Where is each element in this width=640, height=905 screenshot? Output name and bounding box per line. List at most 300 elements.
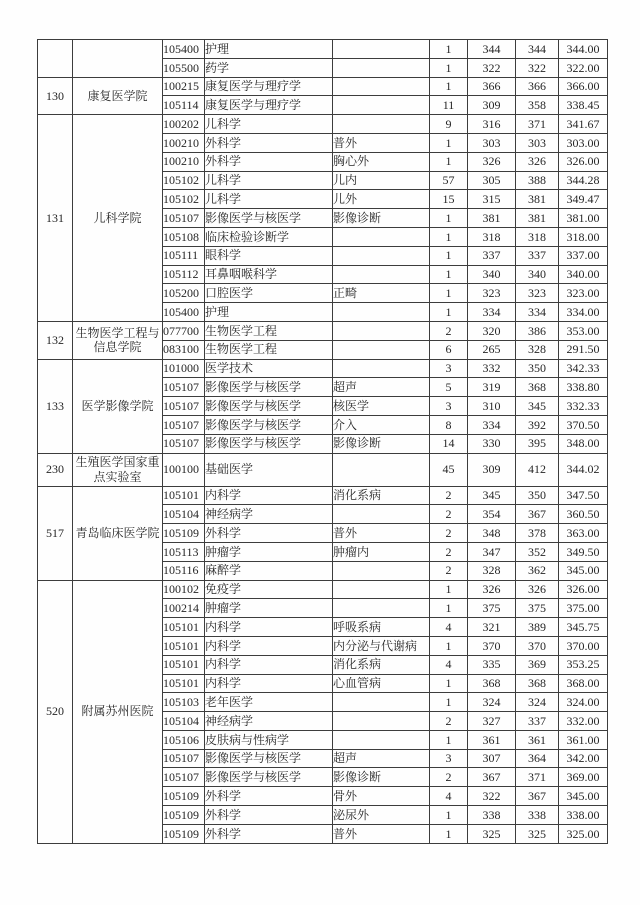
specialty-cell: 儿外 <box>333 190 430 209</box>
major-name-cell: 肿瘤学 <box>205 599 333 618</box>
avg-score-cell: 341.67 <box>559 115 608 134</box>
specialty-cell: 影像诊断 <box>333 209 430 228</box>
count-cell: 15 <box>430 190 468 209</box>
specialty-cell: 核医学 <box>333 397 430 416</box>
college-name-cell: 青岛临床医学院 <box>73 486 163 580</box>
min-score-cell: 366 <box>468 77 516 96</box>
major-code-cell: 100102 <box>163 580 205 599</box>
major-name-cell: 口腔医学 <box>205 284 333 303</box>
count-cell: 1 <box>430 133 468 152</box>
min-score-cell: 321 <box>468 618 516 637</box>
table-row <box>38 77 608 96</box>
major-name-cell: 外科学 <box>205 133 333 152</box>
specialty-cell <box>333 505 430 524</box>
min-score-cell: 337 <box>468 246 516 265</box>
count-cell: 3 <box>430 359 468 378</box>
specialty-cell: 骨外 <box>333 787 430 806</box>
count-cell: 3 <box>430 397 468 416</box>
count-cell: 1 <box>430 806 468 825</box>
college-code-cell <box>38 40 73 78</box>
max-score-cell: 337 <box>516 246 559 265</box>
major-code-cell: 100215 <box>163 77 205 96</box>
major-name-cell: 外科学 <box>205 806 333 825</box>
max-score-cell: 328 <box>516 340 559 359</box>
score-table-body <box>38 40 608 844</box>
major-code-cell: 105108 <box>163 227 205 246</box>
major-name-cell: 儿科学 <box>205 190 333 209</box>
avg-score-cell: 338.00 <box>559 806 608 825</box>
major-name-cell: 外科学 <box>205 524 333 543</box>
avg-score-cell: 349.50 <box>559 542 608 561</box>
min-score-cell: 334 <box>468 303 516 322</box>
max-score-cell: 364 <box>516 749 559 768</box>
specialty-cell <box>333 340 430 359</box>
avg-score-cell: 326.00 <box>559 152 608 171</box>
table-row <box>38 321 608 340</box>
specialty-cell <box>333 246 430 265</box>
avg-score-cell: 368.00 <box>559 674 608 693</box>
major-code-cell: 105107 <box>163 434 205 453</box>
min-score-cell: 381 <box>468 209 516 228</box>
count-cell: 11 <box>430 96 468 115</box>
college-code-cell: 132 <box>38 321 73 359</box>
major-code-cell: 105101 <box>163 655 205 674</box>
major-code-cell: 105109 <box>163 824 205 843</box>
specialty-cell <box>333 115 430 134</box>
college-name-cell: 康复医学院 <box>73 77 163 115</box>
specialty-cell <box>333 712 430 731</box>
max-score-cell: 323 <box>516 284 559 303</box>
count-cell: 2 <box>430 321 468 340</box>
max-score-cell: 322 <box>516 58 559 77</box>
table-row <box>38 580 608 599</box>
min-score-cell: 348 <box>468 524 516 543</box>
count-cell: 1 <box>430 77 468 96</box>
specialty-cell: 超声 <box>333 378 430 397</box>
max-score-cell: 344 <box>516 40 559 59</box>
major-name-cell: 外科学 <box>205 787 333 806</box>
table-row <box>38 486 608 505</box>
college-name-cell: 附属苏州医院 <box>73 580 163 843</box>
max-score-cell: 367 <box>516 787 559 806</box>
max-score-cell: 324 <box>516 693 559 712</box>
count-cell: 14 <box>430 434 468 453</box>
avg-score-cell: 324.00 <box>559 693 608 712</box>
table-row <box>38 359 608 378</box>
major-code-cell: 105116 <box>163 561 205 580</box>
max-score-cell: 366 <box>516 77 559 96</box>
specialty-cell: 影像诊断 <box>333 434 430 453</box>
major-name-cell: 内科学 <box>205 618 333 637</box>
major-name-cell: 康复医学与理疗学 <box>205 96 333 115</box>
major-code-cell: 100214 <box>163 599 205 618</box>
count-cell: 1 <box>430 265 468 284</box>
specialty-cell: 泌尿外 <box>333 806 430 825</box>
college-code-cell: 520 <box>38 580 73 843</box>
max-score-cell: 350 <box>516 486 559 505</box>
count-cell: 1 <box>430 824 468 843</box>
avg-score-cell: 345.00 <box>559 787 608 806</box>
college-code-cell: 131 <box>38 115 73 322</box>
major-code-cell: 105102 <box>163 171 205 190</box>
min-score-cell: 354 <box>468 505 516 524</box>
max-score-cell: 362 <box>516 561 559 580</box>
count-cell: 1 <box>430 227 468 246</box>
avg-score-cell: 338.80 <box>559 378 608 397</box>
max-score-cell: 368 <box>516 378 559 397</box>
major-name-cell: 影像医学与核医学 <box>205 415 333 434</box>
avg-score-cell: 360.50 <box>559 505 608 524</box>
max-score-cell: 370 <box>516 636 559 655</box>
count-cell: 1 <box>430 599 468 618</box>
max-score-cell: 381 <box>516 190 559 209</box>
specialty-cell: 超声 <box>333 749 430 768</box>
min-score-cell: 334 <box>468 415 516 434</box>
avg-score-cell: 370.00 <box>559 636 608 655</box>
major-code-cell: 105500 <box>163 58 205 77</box>
major-name-cell: 内科学 <box>205 674 333 693</box>
major-code-cell: 105112 <box>163 265 205 284</box>
avg-score-cell: 342.00 <box>559 749 608 768</box>
avg-score-cell: 375.00 <box>559 599 608 618</box>
specialty-cell: 介入 <box>333 415 430 434</box>
major-name-cell: 医学技术 <box>205 359 333 378</box>
count-cell: 1 <box>430 246 468 265</box>
avg-score-cell: 370.50 <box>559 415 608 434</box>
specialty-cell <box>333 321 430 340</box>
avg-score-cell: 325.00 <box>559 824 608 843</box>
major-code-cell: 105107 <box>163 749 205 768</box>
max-score-cell: 371 <box>516 115 559 134</box>
major-name-cell: 麻醉学 <box>205 561 333 580</box>
count-cell: 45 <box>430 453 468 486</box>
count-cell: 5 <box>430 378 468 397</box>
specialty-cell: 肿瘤内 <box>333 542 430 561</box>
min-score-cell: 335 <box>468 655 516 674</box>
count-cell: 1 <box>430 284 468 303</box>
specialty-cell <box>333 96 430 115</box>
count-cell: 8 <box>430 415 468 434</box>
count-cell: 1 <box>430 730 468 749</box>
min-score-cell: 309 <box>468 453 516 486</box>
max-score-cell: 388 <box>516 171 559 190</box>
min-score-cell: 324 <box>468 693 516 712</box>
specialty-cell <box>333 599 430 618</box>
count-cell: 1 <box>430 580 468 599</box>
count-cell: 6 <box>430 340 468 359</box>
specialty-cell <box>333 40 430 59</box>
min-score-cell: 326 <box>468 580 516 599</box>
count-cell: 1 <box>430 209 468 228</box>
college-code-cell: 133 <box>38 359 73 453</box>
specialty-cell <box>333 580 430 599</box>
specialty-cell: 胸心外 <box>333 152 430 171</box>
admission-score-table <box>37 39 608 844</box>
min-score-cell: 338 <box>468 806 516 825</box>
min-score-cell: 309 <box>468 96 516 115</box>
avg-score-cell: 344.28 <box>559 171 608 190</box>
avg-score-cell: 323.00 <box>559 284 608 303</box>
major-name-cell: 影像医学与核医学 <box>205 397 333 416</box>
min-score-cell: 318 <box>468 227 516 246</box>
count-cell: 4 <box>430 787 468 806</box>
major-code-cell: 083100 <box>163 340 205 359</box>
specialty-cell <box>333 359 430 378</box>
count-cell: 2 <box>430 561 468 580</box>
count-cell: 2 <box>430 712 468 731</box>
max-score-cell: 369 <box>516 655 559 674</box>
avg-score-cell: 348.00 <box>559 434 608 453</box>
major-name-cell: 内科学 <box>205 636 333 655</box>
min-score-cell: 265 <box>468 340 516 359</box>
specialty-cell: 影像诊断 <box>333 768 430 787</box>
min-score-cell: 344 <box>468 40 516 59</box>
avg-score-cell: 332.33 <box>559 397 608 416</box>
major-code-cell: 105107 <box>163 397 205 416</box>
major-name-cell: 影像医学与核医学 <box>205 209 333 228</box>
min-score-cell: 303 <box>468 133 516 152</box>
specialty-cell <box>333 693 430 712</box>
college-code-cell: 517 <box>38 486 73 580</box>
min-score-cell: 305 <box>468 171 516 190</box>
avg-score-cell: 344.00 <box>559 40 608 59</box>
avg-score-cell: 332.00 <box>559 712 608 731</box>
count-cell: 1 <box>430 303 468 322</box>
specialty-cell: 内分泌与代谢病 <box>333 636 430 655</box>
avg-score-cell: 303.00 <box>559 133 608 152</box>
max-score-cell: 412 <box>516 453 559 486</box>
max-score-cell: 386 <box>516 321 559 340</box>
major-code-cell: 105113 <box>163 542 205 561</box>
major-code-cell: 105107 <box>163 209 205 228</box>
avg-score-cell: 291.50 <box>559 340 608 359</box>
major-code-cell: 105101 <box>163 674 205 693</box>
table-row <box>38 453 608 486</box>
avg-score-cell: 353.00 <box>559 321 608 340</box>
avg-score-cell: 344.02 <box>559 453 608 486</box>
count-cell: 1 <box>430 40 468 59</box>
major-name-cell: 康复医学与理疗学 <box>205 77 333 96</box>
min-score-cell: 345 <box>468 486 516 505</box>
count-cell: 2 <box>430 524 468 543</box>
major-name-cell: 免疫学 <box>205 580 333 599</box>
min-score-cell: 370 <box>468 636 516 655</box>
max-score-cell: 334 <box>516 303 559 322</box>
avg-score-cell: 347.50 <box>559 486 608 505</box>
avg-score-cell: 363.00 <box>559 524 608 543</box>
major-code-cell: 105107 <box>163 415 205 434</box>
count-cell: 9 <box>430 115 468 134</box>
major-name-cell: 儿科学 <box>205 171 333 190</box>
major-name-cell: 生物医学工程 <box>205 340 333 359</box>
specialty-cell: 呼吸系病 <box>333 618 430 637</box>
avg-score-cell: 337.00 <box>559 246 608 265</box>
specialty-cell <box>333 227 430 246</box>
table-row <box>38 40 608 59</box>
count-cell: 4 <box>430 618 468 637</box>
major-code-cell: 105109 <box>163 806 205 825</box>
max-score-cell: 326 <box>516 580 559 599</box>
count-cell: 1 <box>430 674 468 693</box>
major-code-cell: 100210 <box>163 133 205 152</box>
college-name-cell: 生殖医学国家重点实验室 <box>73 453 163 486</box>
major-name-cell: 老年医学 <box>205 693 333 712</box>
major-name-cell: 外科学 <box>205 152 333 171</box>
min-score-cell: 326 <box>468 152 516 171</box>
max-score-cell: 352 <box>516 542 559 561</box>
max-score-cell: 395 <box>516 434 559 453</box>
count-cell: 1 <box>430 58 468 77</box>
count-cell: 3 <box>430 749 468 768</box>
max-score-cell: 392 <box>516 415 559 434</box>
count-cell: 1 <box>430 152 468 171</box>
major-code-cell: 105111 <box>163 246 205 265</box>
max-score-cell: 318 <box>516 227 559 246</box>
min-score-cell: 368 <box>468 674 516 693</box>
min-score-cell: 315 <box>468 190 516 209</box>
major-code-cell: 100100 <box>163 453 205 486</box>
specialty-cell: 儿内 <box>333 171 430 190</box>
min-score-cell: 325 <box>468 824 516 843</box>
avg-score-cell: 326.00 <box>559 580 608 599</box>
specialty-cell: 普外 <box>333 824 430 843</box>
avg-score-cell: 361.00 <box>559 730 608 749</box>
specialty-cell: 普外 <box>333 524 430 543</box>
table-row <box>38 115 608 134</box>
major-name-cell: 肿瘤学 <box>205 542 333 561</box>
college-name-cell: 医学影像学院 <box>73 359 163 453</box>
major-code-cell: 105101 <box>163 486 205 505</box>
major-code-cell: 105101 <box>163 618 205 637</box>
specialty-cell <box>333 303 430 322</box>
max-score-cell: 303 <box>516 133 559 152</box>
major-code-cell: 101000 <box>163 359 205 378</box>
major-name-cell: 基础医学 <box>205 453 333 486</box>
max-score-cell: 389 <box>516 618 559 637</box>
max-score-cell: 368 <box>516 674 559 693</box>
major-name-cell: 护理 <box>205 40 333 59</box>
count-cell: 4 <box>430 655 468 674</box>
college-code-cell: 130 <box>38 77 73 115</box>
min-score-cell: 323 <box>468 284 516 303</box>
avg-score-cell: 369.00 <box>559 768 608 787</box>
min-score-cell: 310 <box>468 397 516 416</box>
avg-score-cell: 342.33 <box>559 359 608 378</box>
avg-score-cell: 340.00 <box>559 265 608 284</box>
min-score-cell: 328 <box>468 561 516 580</box>
college-code-cell: 230 <box>38 453 73 486</box>
min-score-cell: 330 <box>468 434 516 453</box>
min-score-cell: 307 <box>468 749 516 768</box>
max-score-cell: 340 <box>516 265 559 284</box>
major-name-cell: 眼科学 <box>205 246 333 265</box>
max-score-cell: 381 <box>516 209 559 228</box>
avg-score-cell: 366.00 <box>559 77 608 96</box>
min-score-cell: 322 <box>468 787 516 806</box>
min-score-cell: 367 <box>468 768 516 787</box>
major-code-cell: 105109 <box>163 524 205 543</box>
min-score-cell: 347 <box>468 542 516 561</box>
avg-score-cell: 318.00 <box>559 227 608 246</box>
max-score-cell: 337 <box>516 712 559 731</box>
avg-score-cell: 381.00 <box>559 209 608 228</box>
max-score-cell: 338 <box>516 806 559 825</box>
major-name-cell: 影像医学与核医学 <box>205 768 333 787</box>
max-score-cell: 325 <box>516 824 559 843</box>
major-name-cell: 外科学 <box>205 824 333 843</box>
count-cell: 1 <box>430 636 468 655</box>
major-name-cell: 药学 <box>205 58 333 77</box>
count-cell: 2 <box>430 542 468 561</box>
major-name-cell: 生物医学工程 <box>205 321 333 340</box>
major-name-cell: 耳鼻咽喉科学 <box>205 265 333 284</box>
specialty-cell <box>333 561 430 580</box>
major-code-cell: 105114 <box>163 96 205 115</box>
major-name-cell: 神经病学 <box>205 505 333 524</box>
major-code-cell: 105107 <box>163 768 205 787</box>
major-code-cell: 105103 <box>163 693 205 712</box>
min-score-cell: 361 <box>468 730 516 749</box>
count-cell: 2 <box>430 486 468 505</box>
major-code-cell: 100210 <box>163 152 205 171</box>
specialty-cell <box>333 730 430 749</box>
specialty-cell: 心血管病 <box>333 674 430 693</box>
max-score-cell: 350 <box>516 359 559 378</box>
major-name-cell: 影像医学与核医学 <box>205 434 333 453</box>
major-name-cell: 影像医学与核医学 <box>205 749 333 768</box>
major-code-cell: 105109 <box>163 787 205 806</box>
max-score-cell: 367 <box>516 505 559 524</box>
specialty-cell <box>333 77 430 96</box>
min-score-cell: 316 <box>468 115 516 134</box>
avg-score-cell: 334.00 <box>559 303 608 322</box>
avg-score-cell: 338.45 <box>559 96 608 115</box>
min-score-cell: 322 <box>468 58 516 77</box>
major-code-cell: 100202 <box>163 115 205 134</box>
major-name-cell: 皮肤病与性病学 <box>205 730 333 749</box>
major-code-cell: 105106 <box>163 730 205 749</box>
specialty-cell: 消化系病 <box>333 486 430 505</box>
max-score-cell: 371 <box>516 768 559 787</box>
min-score-cell: 340 <box>468 265 516 284</box>
count-cell: 2 <box>430 768 468 787</box>
count-cell: 2 <box>430 505 468 524</box>
college-name-cell: 儿科学院 <box>73 115 163 322</box>
major-code-cell: 105400 <box>163 303 205 322</box>
avg-score-cell: 353.25 <box>559 655 608 674</box>
major-code-cell: 105102 <box>163 190 205 209</box>
max-score-cell: 326 <box>516 152 559 171</box>
max-score-cell: 345 <box>516 397 559 416</box>
major-name-cell: 护理 <box>205 303 333 322</box>
major-name-cell: 临床检验诊断学 <box>205 227 333 246</box>
major-code-cell: 105200 <box>163 284 205 303</box>
college-name-cell: 生物医学工程与信息学院 <box>73 321 163 359</box>
specialty-cell: 消化系病 <box>333 655 430 674</box>
avg-score-cell: 345.75 <box>559 618 608 637</box>
specialty-cell <box>333 58 430 77</box>
count-cell: 57 <box>430 171 468 190</box>
major-code-cell: 105104 <box>163 505 205 524</box>
major-name-cell: 影像医学与核医学 <box>205 378 333 397</box>
min-score-cell: 319 <box>468 378 516 397</box>
specialty-cell: 正畸 <box>333 284 430 303</box>
major-code-cell: 105107 <box>163 378 205 397</box>
avg-score-cell: 322.00 <box>559 58 608 77</box>
max-score-cell: 375 <box>516 599 559 618</box>
count-cell: 1 <box>430 693 468 712</box>
min-score-cell: 320 <box>468 321 516 340</box>
